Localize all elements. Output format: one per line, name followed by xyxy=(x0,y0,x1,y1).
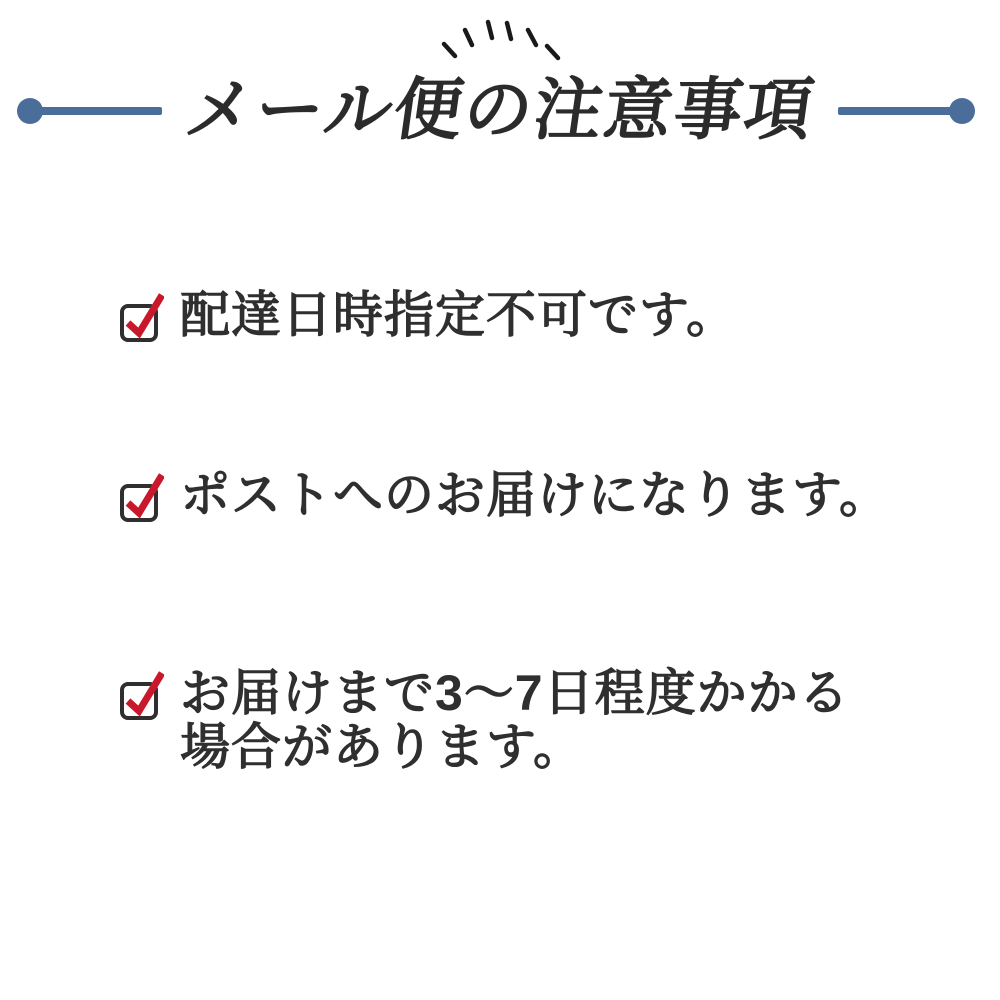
notice-line: ポストへのお届けになります。 xyxy=(180,467,890,523)
notice-item xyxy=(118,288,737,342)
red-checkmark-checkbox-icon xyxy=(118,668,164,720)
title-accent-line-right xyxy=(838,107,958,115)
title-accent-dot-right xyxy=(949,98,975,124)
notice-item xyxy=(118,666,850,774)
notice-item-text xyxy=(180,666,850,774)
red-checkmark-checkbox-icon xyxy=(118,470,164,522)
notice-item xyxy=(118,468,890,522)
red-checkmark-checkbox-icon xyxy=(118,290,164,342)
emphasis-rays-icon xyxy=(438,16,564,64)
title-accent-line-left xyxy=(34,107,162,115)
notice-line: 場合があります。 xyxy=(180,719,584,775)
notice-item-text xyxy=(180,288,737,342)
page-title: メール便の注意事項 xyxy=(180,72,820,148)
notice-line: 配達日時指定不可です。 xyxy=(180,287,737,343)
notice-item-text xyxy=(180,468,890,522)
notice-line: お届けまで3〜7日程度かかる xyxy=(180,665,850,721)
